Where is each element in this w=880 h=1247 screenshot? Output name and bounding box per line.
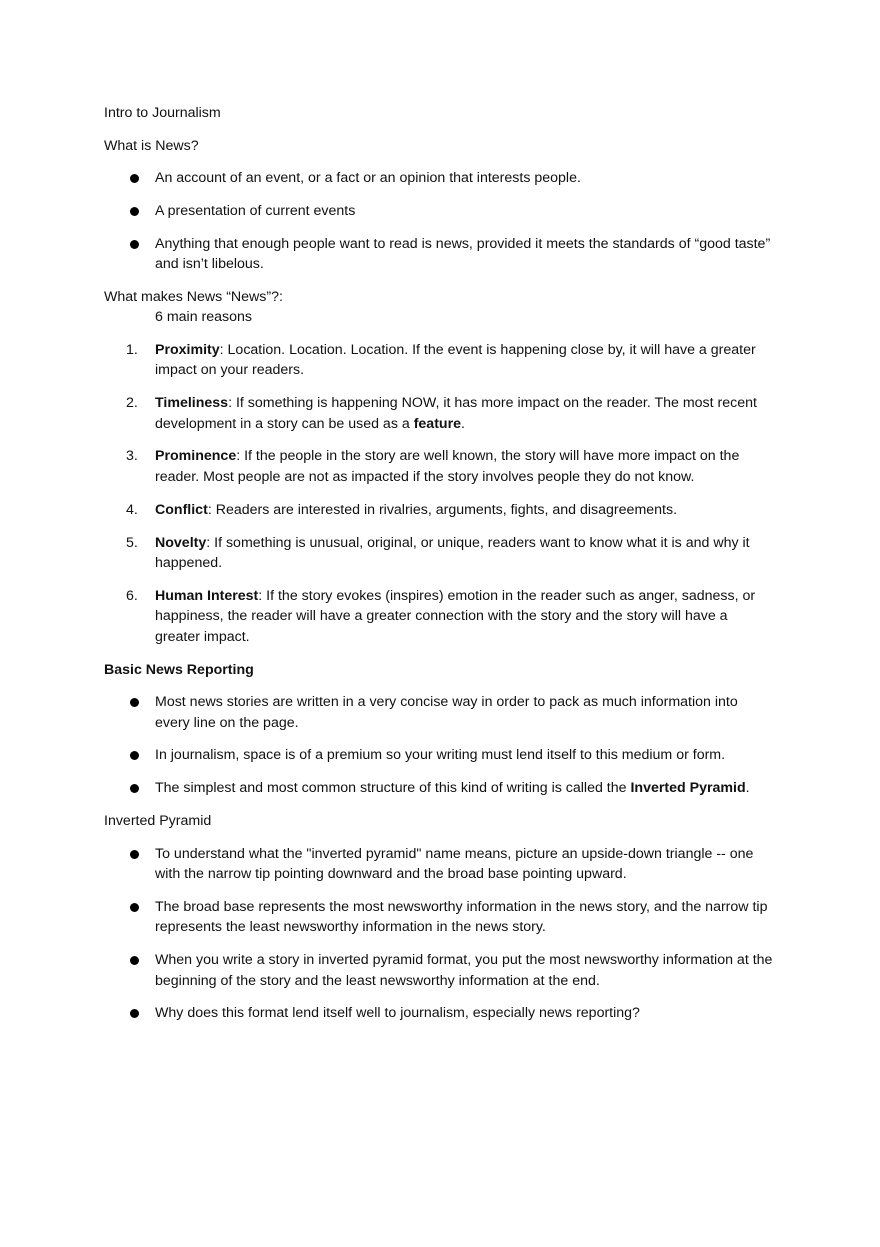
list-item: To understand what the "inverted pyramid" name means, picture an upside-down triangle -- one with the narrow tip pointing downward and the broad base pointing upward. — [104, 844, 776, 885]
news-reasons-list — [104, 340, 776, 647]
list-number: 2. — [126, 395, 138, 412]
list-item: When you write a story in inverted pyramid format, you put the most newsworthy information at the beginning of the story and the least newsworthy information at the end. — [104, 950, 776, 991]
what-is-news-list — [104, 168, 776, 275]
list-number: 5. — [126, 534, 138, 551]
section-heading-what-makes-news: What makes News “News”?: — [104, 288, 283, 305]
reason-term: Timeliness — [155, 395, 229, 412]
bullet-icon — [130, 207, 139, 216]
list-item: Anything that enough people want to read is news, provided it meets the standards of “good taste” and isn’t libelous. — [104, 234, 776, 275]
basic-reporting-list — [104, 692, 776, 799]
list-item: 3. Prominence: If the people in the story are well known, the story will have more impact on the reader. Most people are not as impacted if the story involves people they do not know. — [126, 448, 740, 485]
section-heading-inverted-pyramid: Inverted Pyramid — [104, 813, 212, 830]
bullet-icon — [130, 903, 139, 912]
bullet-icon — [130, 751, 139, 760]
bullet-icon — [130, 850, 139, 859]
reason-term: Human Interest — [155, 587, 259, 604]
list-item: 2. Timeliness: If something is happening NOW, it has more impact on the reader. The most recent development in a story can be used as a feature. — [126, 395, 757, 432]
list-number: 3. — [126, 448, 138, 465]
list-item: 1. Proximity: Location. Location. Location. If the event is happening close by, it will have a greater impact on your readers. — [126, 341, 756, 379]
section-heading-basic-reporting: Basic News Reporting — [104, 661, 254, 678]
emphasis: feature — [413, 415, 461, 432]
reason-term: Prominence — [155, 448, 237, 465]
list-item: In journalism, space is of a premium so your writing must lend itself to this medium or form. — [104, 745, 776, 766]
list-item: 4. Conflict: Readers are interested in rivalries, arguments, fights, and disagreements. — [104, 500, 776, 521]
section-heading-what-is-news: What is News? — [104, 137, 199, 154]
inverted-pyramid-list — [104, 844, 776, 1024]
document-body — [104, 103, 776, 1036]
list-number: 6. — [126, 587, 138, 604]
list-number: 1. — [126, 341, 138, 358]
list-item: A presentation of current events — [104, 201, 776, 222]
reason-term: Conflict — [155, 501, 208, 518]
reason-term: Novelty — [155, 534, 207, 551]
bullet-icon — [130, 784, 139, 793]
list-item: Why does this format lend itself well to journalism, especially news reporting? — [104, 1003, 776, 1024]
list-item: The broad base represents the most newsworthy information in the news story, and the narrow tip represents the least newsworthy information in the news story. — [104, 897, 776, 938]
list-number: 4. — [126, 501, 138, 518]
bullet-icon — [130, 240, 139, 249]
bullet-icon — [130, 956, 139, 965]
bullet-icon — [130, 1009, 139, 1018]
list-item: The simplest and most common structure of this kind of writing is called the Inverted Pyramid. — [104, 778, 776, 799]
emphasis: Inverted Pyramid — [630, 780, 746, 797]
list-item: An account of an event, or a fact or an opinion that interests people. — [104, 168, 776, 189]
reason-term: Proximity — [155, 341, 220, 358]
bullet-icon — [130, 174, 139, 183]
list-item: 6. Human Interest: If the story evokes (inspires) emotion in the reader such as anger, sadness, or happiness, the reader will have a greater connection with the story and the story will have a greater impact. — [126, 587, 756, 645]
document-title: Intro to Journalism — [104, 105, 221, 121]
section-subheading: 6 main reasons — [155, 309, 252, 326]
list-item: 5. Novelty: If something is unusual, original, or unique, readers want to know what it is and why it happened. — [126, 534, 750, 572]
list-item: Most news stories are written in a very concise way in order to pack as much information into every line on the page. — [104, 692, 776, 733]
bullet-icon — [130, 698, 139, 707]
